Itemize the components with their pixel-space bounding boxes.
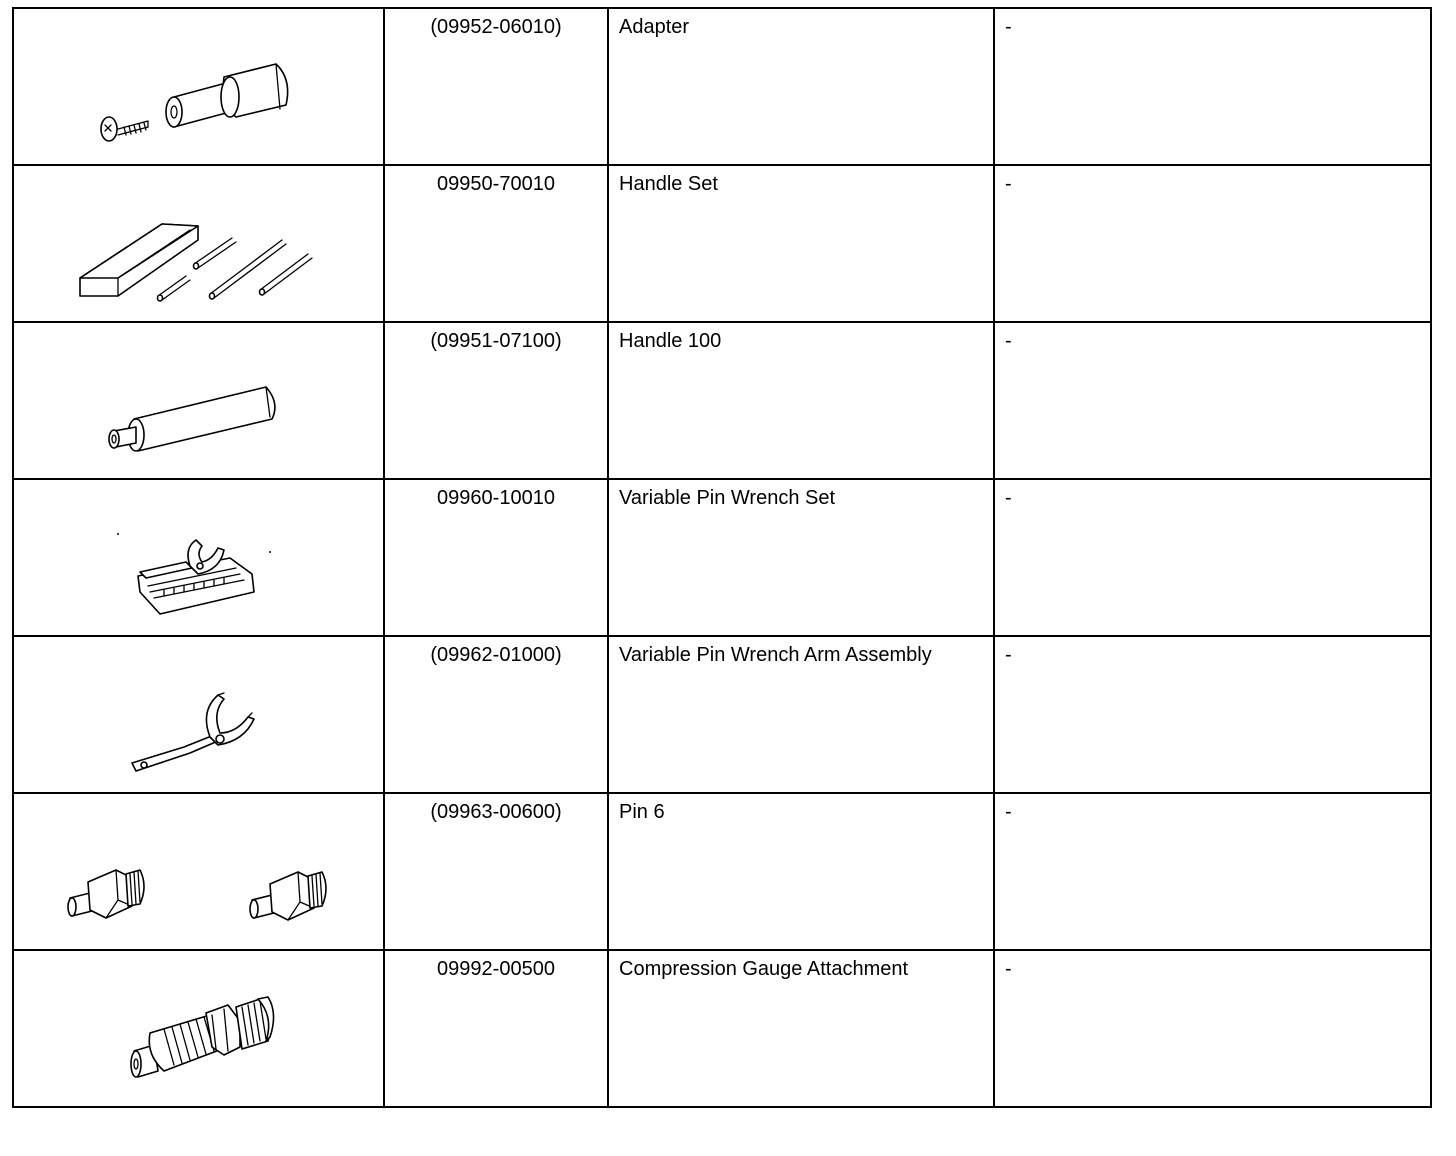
part-number: (09952-06010) xyxy=(430,16,562,38)
pin-6-illustration-icon xyxy=(14,794,383,951)
table-row xyxy=(13,479,1431,636)
tool-name-cell xyxy=(608,479,994,636)
tool-note: - xyxy=(1005,16,1012,38)
note-cell xyxy=(994,793,1431,950)
tool-name-cell xyxy=(608,165,994,322)
table-row xyxy=(13,165,1431,322)
table-row xyxy=(13,950,1431,1107)
tool-name-cell xyxy=(608,793,994,950)
note-cell xyxy=(994,8,1431,165)
tool-note: - xyxy=(1005,487,1012,509)
tool-note: - xyxy=(1005,958,1012,980)
table-row xyxy=(13,8,1431,165)
note-cell xyxy=(994,479,1431,636)
part-number-cell xyxy=(384,479,608,636)
pin-wrench-set-illustration-icon xyxy=(14,480,383,637)
tool-name: Compression Gauge Attachment xyxy=(619,958,909,980)
note-cell xyxy=(994,165,1431,322)
handle-set-illustration-icon xyxy=(14,166,383,323)
adapter-illustration-icon xyxy=(14,9,383,166)
note-cell xyxy=(994,636,1431,793)
tool-note: - xyxy=(1005,330,1012,352)
part-number-cell xyxy=(384,793,608,950)
part-number-cell xyxy=(384,950,608,1107)
tool-illustration-cell xyxy=(13,322,384,479)
compression-gauge-attachment-illustration-icon xyxy=(14,951,383,1108)
table-row xyxy=(13,322,1431,479)
part-number: (09962-01000) xyxy=(430,644,562,666)
tool-illustration-cell xyxy=(13,950,384,1107)
tool-name: Handle Set xyxy=(619,173,718,195)
tool-name-cell xyxy=(608,8,994,165)
part-number: 09992-00500 xyxy=(437,958,555,980)
note-cell xyxy=(994,322,1431,479)
part-number: (09951-07100) xyxy=(430,330,562,352)
part-number-cell xyxy=(384,165,608,322)
pin-wrench-arm-illustration-icon xyxy=(14,637,383,794)
tool-illustration-cell xyxy=(13,479,384,636)
handle-100-illustration-icon xyxy=(14,323,383,480)
tool-illustration-cell xyxy=(13,165,384,322)
tool-name-cell xyxy=(608,636,994,793)
part-number: 09960-10010 xyxy=(437,487,555,509)
part-number-cell xyxy=(384,322,608,479)
tool-name-cell xyxy=(608,322,994,479)
part-number: (09963-00600) xyxy=(430,801,562,823)
table-row xyxy=(13,636,1431,793)
tool-name: Pin 6 xyxy=(619,801,665,823)
tool-note: - xyxy=(1005,644,1012,666)
tool-name-cell xyxy=(608,950,994,1107)
tool-name: Adapter xyxy=(619,16,690,38)
note-cell xyxy=(994,950,1431,1107)
special-tools-table xyxy=(12,7,1432,1108)
part-number-cell xyxy=(384,636,608,793)
part-number: 09950-70010 xyxy=(437,173,555,195)
tool-note: - xyxy=(1005,173,1012,195)
tool-name: Variable Pin Wrench Arm Assembly xyxy=(619,644,932,666)
table-row xyxy=(13,793,1431,950)
part-number-cell xyxy=(384,8,608,165)
tool-name: Handle 100 xyxy=(619,330,722,352)
tool-illustration-cell xyxy=(13,8,384,165)
tool-illustration-cell xyxy=(13,636,384,793)
tool-illustration-cell xyxy=(13,793,384,950)
tool-name: Variable Pin Wrench Set xyxy=(619,487,836,509)
tool-note: - xyxy=(1005,801,1012,823)
